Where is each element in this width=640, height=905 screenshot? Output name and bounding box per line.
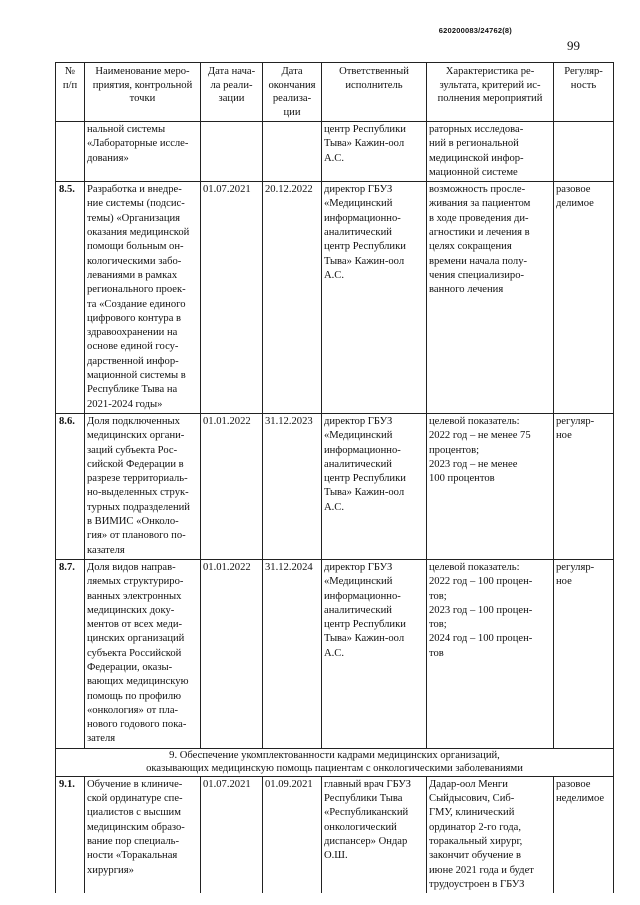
- header-regularity: Регуляр- ность: [554, 63, 614, 122]
- row-num: 9.1.: [56, 776, 85, 893]
- row-end-date: 31.12.2023: [263, 413, 322, 559]
- table-row: [56, 559, 614, 748]
- row-num: 8.6.: [56, 413, 85, 559]
- table-row: [56, 122, 614, 182]
- row-start-date: 01.01.2022: [201, 413, 263, 559]
- row-responsible: центр Республики Тыва» Кажин-оол А.С.: [322, 122, 427, 182]
- row-start-date: 01.07.2021: [201, 182, 263, 414]
- row-start-date: 01.07.2021: [201, 776, 263, 893]
- header-name: Наименование меро- приятия, контрольной точки: [85, 63, 201, 122]
- row-start-date: [201, 122, 263, 182]
- header-responsible: Ответственный исполнитель: [322, 63, 427, 122]
- document-id: 620200083/24762(8): [438, 26, 512, 35]
- row-result: раторных исследова- ний в региональной медицинской инфор- мационной системе: [427, 122, 554, 182]
- row-name: Разработка и внедре- ние системы (подсис- темы) «Организация оказания медицинской помощи больным он- кологическими забо- леваниями в рамках регионального проек- та «Создание единого цифрового контура в здравоохранении на основе единой госу- дарственной инфор- мационной системы в Республике Тыва на 2021-2024 годы»: [85, 182, 201, 414]
- row-start-date: 01.01.2022: [201, 559, 263, 748]
- row-responsible: директор ГБУЗ «Медицинский информационно- аналитический центр Республики Тыва» Кажин-оол А.С.: [322, 182, 427, 414]
- section-row: [56, 748, 614, 776]
- row-end-date: [263, 122, 322, 182]
- row-end-date: 01.09.2021: [263, 776, 322, 893]
- row-name: Обучение в клиниче- ской ординатуре спе- циалистов с высшим медицинским образо- вание пор специаль- ности «Торакальная хирургия»: [85, 776, 201, 893]
- header-end-date: Дата окончания реализа- ции: [263, 63, 322, 122]
- row-regularity: разовое делимое: [554, 182, 614, 414]
- row-result: возможность просле- живания за пациентом в ходе проведения ди- агностики и лечения в целях сокращения времени начала полу- чения специализиро- ванного лечения: [427, 182, 554, 414]
- section-title: 9. Обеспечение укомплектованности кадрами медицинских организаций, оказывающих медицинскую помощь пациентам с онкологическими заболеваниями: [56, 748, 614, 776]
- row-regularity: [554, 122, 614, 182]
- row-regularity: регуляр- ное: [554, 413, 614, 559]
- row-regularity: разовое неделимое: [554, 776, 614, 893]
- header-result: Характеристика ре- зультата, критерий ис- полнения мероприятий: [427, 63, 554, 122]
- row-name: Доля подключенных медицинских органи- заций субъекта Рос- сийской Федерации в разрезе территориаль- но-выделенных струк- турных подразделений в ВИМИС «Онколо- гия» от планового по- казателя: [85, 413, 201, 559]
- row-name: Доля видов направ- ляемых структуриро- ванных электронных медицинских доку- ментов от всех меди- цинских организаций субъекта Российской Федерации, оказы- вающих медицинскую помощь по профилю «онкология» от пла- нового годового пока- зателя: [85, 559, 201, 748]
- row-result: целевой показатель: 2022 год – 100 процен- тов; 2023 год – 100 процен- тов; 2024 год – 100 процен- тов: [427, 559, 554, 748]
- table-row: [56, 182, 614, 414]
- page-number: 99: [567, 38, 580, 53]
- row-num: 8.5.: [56, 182, 85, 414]
- row-num: 8.7.: [56, 559, 85, 748]
- row-end-date: 31.12.2024: [263, 559, 322, 748]
- row-responsible: директор ГБУЗ «Медицинский информационно- аналитический центр Республики Тыва» Кажин-оол А.С.: [322, 413, 427, 559]
- table-row: [56, 413, 614, 559]
- table-row: [56, 776, 614, 893]
- row-responsible: главный врач ГБУЗ Республики Тыва «Республиканский онкологический диспансер» Ондар О.Ш.: [322, 776, 427, 893]
- row-num: [56, 122, 85, 182]
- table-header-row: [56, 63, 614, 122]
- row-result: Дадар-оол Менги Сыйдысович, Сиб- ГМУ, клинический ординатор 2-го года, торакальный хирург, закончит обучение в июне 2021 года и будет трудоустроен в ГБУЗ: [427, 776, 554, 893]
- header-num: № п/п: [56, 63, 85, 122]
- row-responsible: директор ГБУЗ «Медицинский информационно- аналитический центр Республики Тыва» Кажин-оол А.С.: [322, 559, 427, 748]
- row-regularity: регуляр- ное: [554, 559, 614, 748]
- activities-table: [55, 62, 614, 893]
- header-start-date: Дата нача- ла реали- зации: [201, 63, 263, 122]
- row-result: целевой показатель: 2022 год – не менее 75 процентов; 2023 год – не менее 100 процентов: [427, 413, 554, 559]
- row-end-date: 20.12.2022: [263, 182, 322, 414]
- row-name: нальной системы «Лабораторные иссле- дования»: [85, 122, 201, 182]
